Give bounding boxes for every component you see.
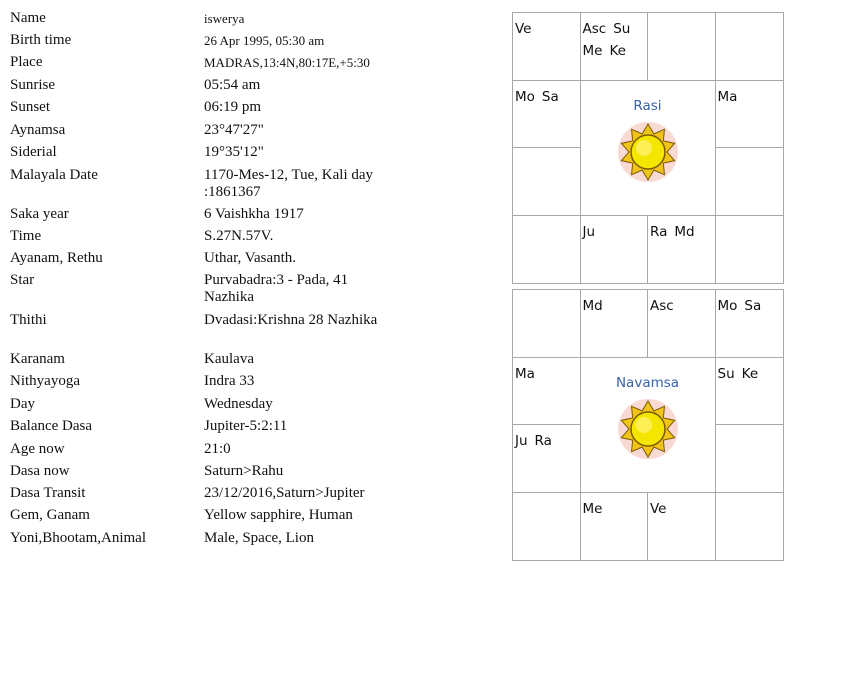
planet-label: Ke: [609, 43, 626, 59]
detail-value: 21:0: [204, 441, 231, 457]
rasi-house-cell: [716, 148, 784, 216]
planet-label: Ma: [515, 365, 535, 382]
detail-label: Place: [10, 54, 43, 70]
navamsa-house-cell: [648, 493, 716, 561]
detail-value: Wednesday: [204, 396, 273, 412]
planet-label: Ju: [582, 223, 596, 240]
detail-value: 6 Vaishkha 1917: [204, 206, 304, 222]
navamsa-house-cell: [513, 493, 581, 561]
detail-row: [10, 530, 394, 547]
detail-row: [10, 77, 394, 94]
planet-label: Mo: [717, 298, 738, 314]
detail-label: Gem, Ganam: [10, 507, 90, 523]
detail-value: Kaulava: [204, 351, 254, 367]
detail-row: [10, 99, 394, 116]
planet-label: Sa: [541, 88, 559, 105]
detail-value: MADRAS,13:4N,80:17E,+5:30: [204, 55, 370, 70]
detail-label: Age now: [10, 441, 65, 457]
detail-value: 26 Apr 1995, 05:30 am: [204, 33, 325, 48]
planet-list: [583, 18, 646, 62]
sun-highlight: [636, 417, 652, 433]
detail-row: [10, 463, 394, 480]
detail-label: Time: [10, 228, 42, 244]
detail-row: [10, 272, 394, 306]
detail-label: Dasa now: [10, 463, 70, 479]
detail-value: Saturn>Rahu: [204, 463, 284, 479]
detail-value: Uthar, Vasanth.: [204, 250, 297, 266]
detail-label: Saka year: [10, 206, 69, 222]
planet-list: [718, 86, 782, 108]
detail-value: 06:19 pm: [204, 99, 262, 115]
navamsa-house-cell: [581, 290, 649, 358]
rasi-center: [580, 80, 716, 216]
planet-list: [650, 295, 713, 317]
planet-list: [515, 430, 578, 452]
detail-label: Sunrise: [10, 77, 55, 93]
planet-list: [650, 498, 713, 520]
detail-value: S.27N.57V.: [204, 228, 274, 244]
planet-label: Md: [674, 223, 695, 240]
rasi-house-cell: [648, 216, 716, 284]
detail-label: Balance Dasa: [10, 418, 93, 434]
rasi-chart: [512, 12, 784, 284]
detail-row: [10, 396, 394, 413]
planet-list: [650, 221, 713, 243]
detail-label: Nithyayoga: [10, 373, 80, 389]
planet-list: [583, 498, 646, 520]
planet-label: Me: [582, 500, 603, 517]
planet-list: [718, 295, 782, 317]
rasi-chart-title: Rasi: [633, 98, 662, 114]
detail-label: Day: [10, 396, 35, 412]
rasi-house-cell: [581, 13, 649, 81]
detail-row: [10, 32, 394, 49]
detail-label: Dasa Transit: [10, 485, 86, 501]
planet-label: Me: [582, 43, 603, 59]
navamsa-house-cell: [513, 425, 581, 493]
navamsa-house-cell: [716, 358, 784, 426]
navamsa-chart-title: Navamsa: [615, 375, 680, 391]
navamsa-house-cell: [513, 290, 581, 358]
planet-list: [583, 221, 646, 243]
navamsa-chart: [512, 289, 784, 561]
detail-row: [10, 228, 394, 245]
birth-details-table: [10, 10, 405, 570]
detail-value: Male, Space, Lion: [204, 530, 314, 546]
rasi-house-cell: [716, 216, 784, 284]
detail-row: [10, 206, 394, 223]
detail-row: [10, 485, 394, 502]
detail-label: Yoni,Bhootam,Animal: [10, 530, 146, 546]
planet-label: Ma: [717, 88, 738, 105]
navamsa-house-cell: [716, 290, 784, 358]
detail-label: Thithi: [10, 312, 47, 328]
detail-label: Siderial: [10, 144, 57, 160]
detail-row: [10, 122, 394, 139]
detail-row: [10, 54, 394, 71]
sun-highlight: [636, 140, 652, 156]
planet-label: Md: [582, 298, 603, 314]
planet-list: [583, 295, 646, 317]
planet-list: [515, 18, 578, 40]
rasi-house-cell: [648, 13, 716, 81]
detail-value: 05:54 am: [204, 77, 261, 93]
detail-label: Karanam: [10, 351, 65, 367]
detail-row: [10, 507, 394, 524]
detail-label: Name: [10, 10, 46, 26]
rasi-house-cell: [513, 81, 581, 149]
detail-label: Sunset: [10, 99, 51, 115]
detail-label: Star: [10, 272, 35, 288]
planet-list: [718, 363, 782, 385]
detail-label: Aynamsa: [10, 122, 66, 138]
detail-row: [10, 418, 394, 435]
rasi-house-cell: [581, 216, 649, 284]
detail-row: [10, 10, 394, 27]
detail-value: Purvabadra:3 - Pada, 41 Nazhika: [204, 272, 349, 305]
navamsa-house-cell: [648, 290, 716, 358]
rasi-house-cell: [513, 148, 581, 216]
detail-row: [10, 373, 394, 390]
navamsa-house-cell: [513, 358, 581, 426]
navamsa-house-cell: [581, 493, 649, 561]
detail-row: [10, 144, 394, 161]
planet-label: Ve: [650, 500, 667, 517]
planet-label: Su: [717, 365, 735, 382]
planet-label: Sa: [744, 298, 762, 314]
planet-label: Su: [613, 21, 631, 37]
detail-value: 23°47'27": [204, 122, 264, 138]
detail-row: [10, 441, 394, 458]
detail-value: 23/12/2016,Saturn>Jupiter: [204, 485, 365, 501]
planet-label: Ra: [650, 223, 668, 240]
sun-icon: [616, 120, 680, 184]
detail-value: 19°35'12": [204, 144, 264, 160]
detail-label: Birth time: [10, 32, 72, 48]
planet-label: Asc: [582, 21, 607, 37]
navamsa-house-cell: [716, 425, 784, 493]
detail-label: Ayanam, Rethu: [10, 250, 103, 266]
rasi-house-cell: [716, 13, 784, 81]
rasi-house-cell: [716, 81, 784, 149]
detail-value: Indra 33: [204, 373, 255, 389]
detail-value: Yellow sapphire, Human: [204, 507, 353, 523]
planet-label: Asc: [650, 298, 674, 314]
navamsa-center: [580, 357, 716, 493]
planet-list: [515, 363, 578, 385]
detail-value: iswerya: [204, 11, 245, 26]
detail-value: 1170-Mes-12, Tue, Kali day :1861367: [204, 167, 374, 200]
planet-label: Ra: [534, 433, 552, 449]
detail-value: Dvadasi:Krishna 28 Nazhika: [204, 312, 378, 328]
rasi-house-cell: [513, 216, 581, 284]
planet-label: Ju: [515, 433, 528, 449]
detail-row: [10, 167, 394, 201]
planet-label: Ke: [741, 365, 759, 382]
navamsa-house-cell: [716, 493, 784, 561]
detail-row: [10, 351, 394, 368]
detail-row: [10, 250, 394, 267]
planet-label: Ve: [515, 21, 532, 37]
rasi-house-cell: [513, 13, 581, 81]
detail-row: [10, 312, 394, 329]
planet-label: Mo: [515, 88, 535, 105]
detail-value: Jupiter-5:2:11: [204, 418, 288, 434]
planet-list: [515, 86, 578, 108]
sun-icon: [616, 397, 680, 461]
detail-label: Malayala Date: [10, 167, 98, 183]
